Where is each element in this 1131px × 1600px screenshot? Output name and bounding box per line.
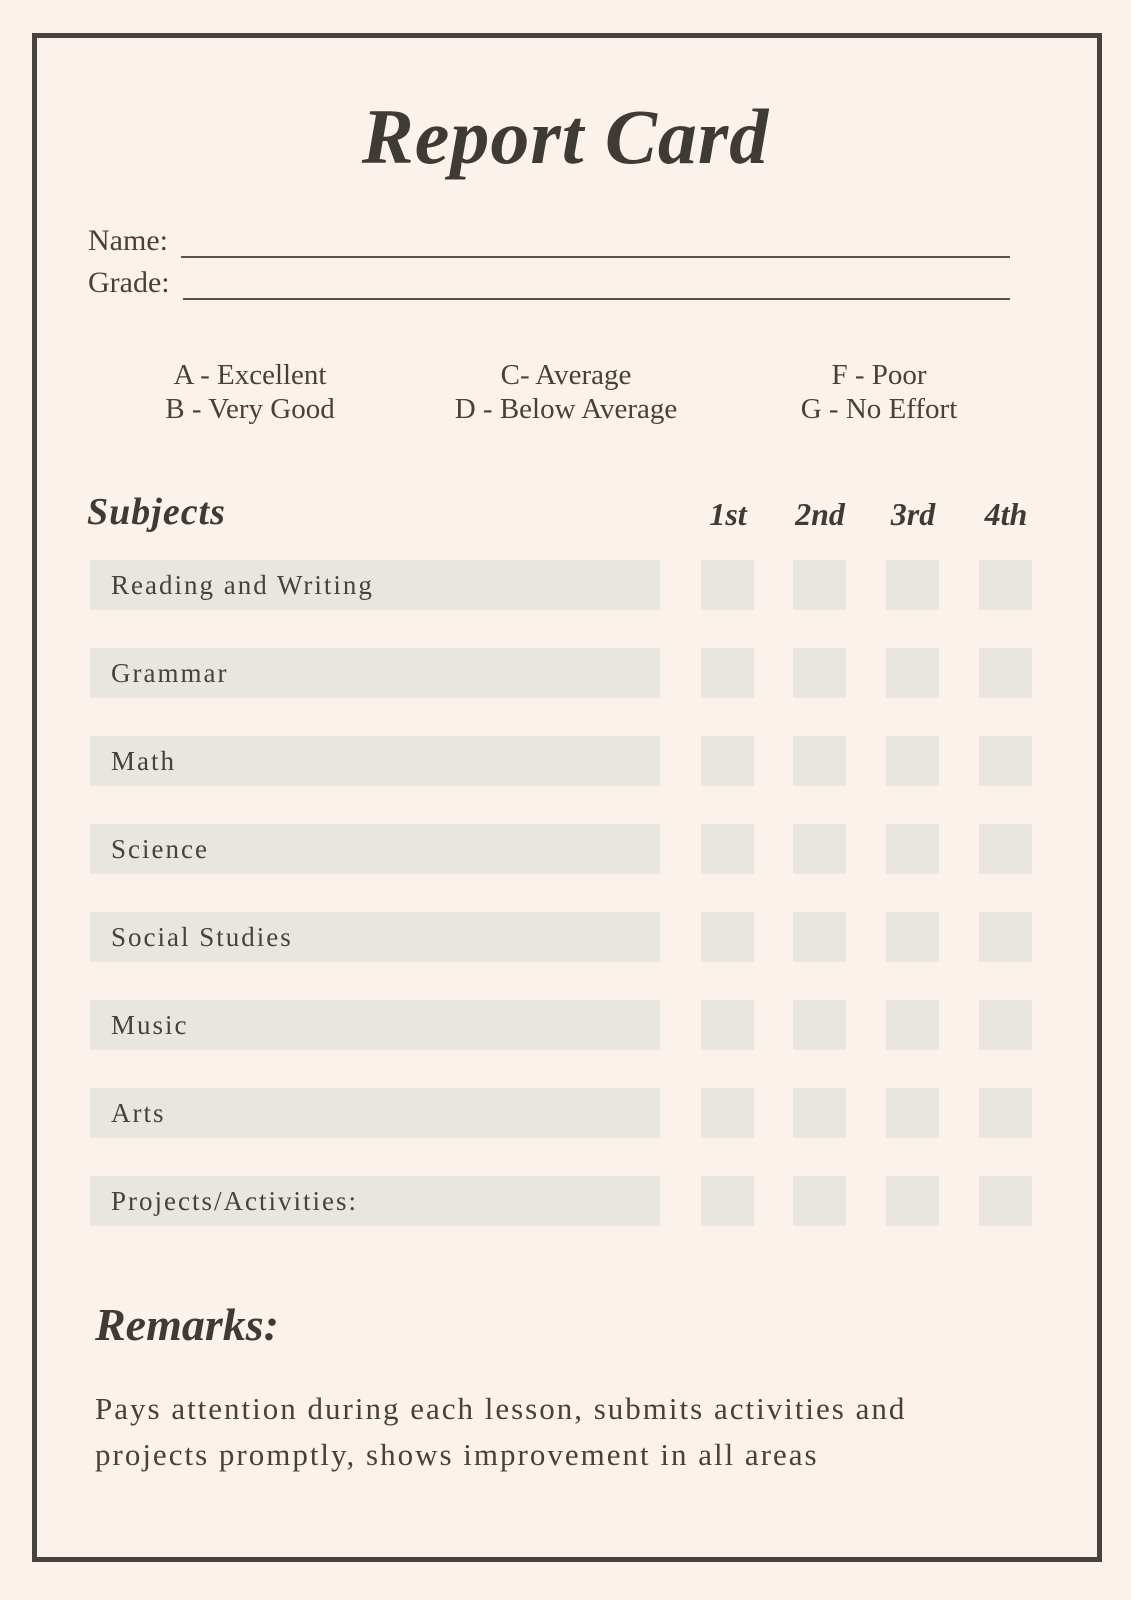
grade-cell-1st[interactable]	[701, 560, 754, 610]
grade-cell-4th[interactable]	[979, 1000, 1032, 1050]
grade-cell-1st[interactable]	[701, 1176, 754, 1226]
grade-cell-2nd[interactable]	[793, 912, 846, 962]
grade-cell-4th[interactable]	[979, 912, 1032, 962]
subject-row	[0, 912, 1131, 962]
grades-table	[0, 560, 1131, 1264]
subject-label-bar	[90, 912, 660, 962]
grade-cell-1st[interactable]	[701, 736, 754, 786]
grade-cell-3rd[interactable]	[886, 1176, 939, 1226]
grade-cell-2nd[interactable]	[793, 1176, 846, 1226]
grade-cell-4th[interactable]	[979, 648, 1032, 698]
grade-cell-3rd[interactable]	[886, 560, 939, 610]
grade-cell-1st[interactable]	[701, 824, 754, 874]
remarks-heading: Remarks:	[95, 1299, 279, 1350]
subject-label: Music	[111, 1009, 189, 1040]
grade-cell-2nd[interactable]	[793, 1088, 846, 1138]
grade-cell-1st[interactable]	[701, 912, 754, 962]
grade-cell-2nd[interactable]	[793, 736, 846, 786]
page-title: Report Card	[361, 93, 770, 180]
subject-label-bar	[90, 736, 660, 786]
subject-label: Projects/Activities:	[111, 1185, 358, 1216]
grade-cell-1st[interactable]	[701, 1000, 754, 1050]
period-header-3rd: 3rd	[890, 496, 936, 532]
subject-label: Social Studies	[111, 921, 293, 952]
subject-label-bar	[90, 1088, 660, 1138]
grade-cell-1st[interactable]	[701, 1088, 754, 1138]
grade-cell-2nd[interactable]	[793, 648, 846, 698]
grade-cell-3rd[interactable]	[886, 824, 939, 874]
subject-row	[0, 560, 1131, 610]
grade-label: Grade:	[88, 266, 170, 299]
subject-label: Science	[111, 833, 209, 864]
period-header-1st: 1st	[709, 496, 747, 532]
subject-row	[0, 1000, 1131, 1050]
grade-cell-3rd[interactable]	[886, 736, 939, 786]
grade-cell-2nd[interactable]	[793, 824, 846, 874]
grade-cell-3rd[interactable]	[886, 912, 939, 962]
grade-cell-2nd[interactable]	[793, 1000, 846, 1050]
name-field	[88, 224, 1010, 258]
grade-cell-3rd[interactable]	[886, 1088, 939, 1138]
subject-row	[0, 736, 1131, 786]
subject-label-bar	[90, 648, 660, 698]
grade-field	[88, 266, 1010, 300]
legend-column	[125, 358, 375, 426]
legend-item: A - Excellent	[173, 359, 327, 391]
subject-row	[0, 648, 1131, 698]
legend-item: B - Very Good	[165, 393, 335, 425]
legend-item: C- Average	[500, 359, 632, 391]
grade-cell-4th[interactable]	[979, 1088, 1032, 1138]
grade-input[interactable]	[183, 266, 1010, 300]
subject-label: Arts	[111, 1097, 166, 1128]
subject-label: Reading and Writing	[111, 569, 374, 600]
subject-row	[0, 1088, 1131, 1138]
legend-item: F - Poor	[831, 359, 927, 391]
grade-cell-2nd[interactable]	[793, 560, 846, 610]
subject-row	[0, 824, 1131, 874]
legend-column	[436, 358, 696, 426]
subjects-heading: Subjects	[87, 491, 226, 533]
subject-label-bar	[90, 1176, 660, 1226]
name-input[interactable]	[181, 224, 1010, 258]
grade-cell-4th[interactable]	[979, 1176, 1032, 1226]
subject-label-bar	[90, 1000, 660, 1050]
legend-item: D - Below Average	[454, 393, 678, 425]
grade-cell-4th[interactable]	[979, 736, 1032, 786]
grade-cell-4th[interactable]	[979, 560, 1032, 610]
grade-cell-4th[interactable]	[979, 824, 1032, 874]
remarks-text: Pays attention during each lesson, submits activities and projects promptly, shows improvement in all areas	[95, 1391, 907, 1472]
legend-column	[749, 358, 1009, 426]
grade-cell-1st[interactable]	[701, 648, 754, 698]
grade-cell-3rd[interactable]	[886, 1000, 939, 1050]
subject-row	[0, 1176, 1131, 1226]
subject-label-bar	[90, 560, 660, 610]
subject-label: Grammar	[111, 657, 229, 688]
subject-label-bar	[90, 824, 660, 874]
name-label: Name:	[88, 224, 168, 257]
legend-item: G - No Effort	[800, 393, 958, 425]
period-header-2nd: 2nd	[795, 496, 845, 532]
period-header-4th: 4th	[984, 496, 1028, 532]
subject-label: Math	[111, 745, 176, 776]
grade-cell-3rd[interactable]	[886, 648, 939, 698]
